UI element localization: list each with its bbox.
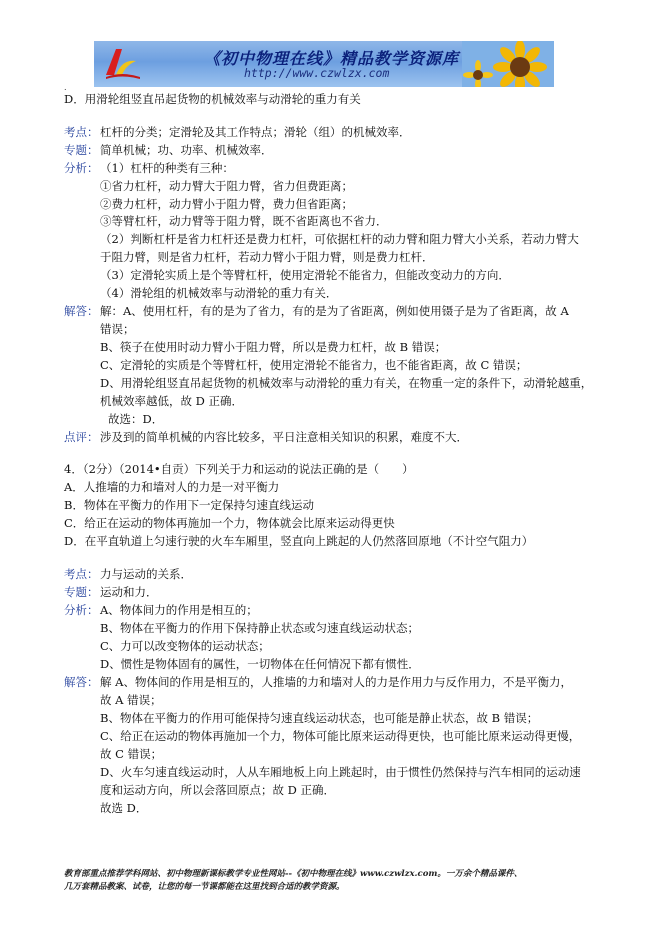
- sunflower-image: [462, 41, 554, 87]
- q4-stem: 4．（2分）（2014•自贡）下列关于力和运动的说法正确的是（ ）: [64, 462, 414, 476]
- prev-jieda-line: 解：A、使用杠杆，有的是为了省力，有的是为了省距离，例如使用镊子是为了省距离，故 A: [100, 304, 569, 318]
- q4-option: B．物体在平衡力的作用下一定保持匀速直线运动: [64, 498, 314, 512]
- q4-zhuanti: 运动和力．: [100, 585, 158, 599]
- prev-option-d: D．用滑轮组竖直吊起货物的机械效率与动滑轮的重力有关: [64, 92, 361, 106]
- prev-fenxi-line: 于阻力臂，则是省力杠杆，若动力臂小于阻力臂，则是费力杠杆．: [100, 250, 434, 264]
- q4-fenxi-line: D、惯性是物体固有的属性，一切物体在任何情况下都有惯性．: [100, 657, 420, 671]
- prev-zhuanti: 简单机械；功、功率、机械效率．: [100, 143, 273, 157]
- q4-jieda-line: D、火车匀速直线运动时，人从车厢地板上向上跳起时，由于惯性仍然保持与汽车相同的运动速: [100, 765, 581, 779]
- q4-option: C．给正在运动的物体再施加一个力，物体就会比原来运动得更快: [64, 516, 395, 530]
- q4-fenxi-line: C、力可以改变物体的运动状态；: [100, 639, 270, 653]
- prev-zhuanti-label: 专题：: [64, 143, 99, 157]
- q4-jieda-line: 故 A 错误；: [100, 693, 162, 707]
- prev-jieda-line: 机械效率越低，故 D 正确．: [100, 394, 244, 408]
- prev-jieda-line: C、定滑轮的实质是个等臂杠杆，使用定滑轮不能省力，也不能省距离，故 C 错误；: [100, 358, 528, 372]
- q4-fenxi-line: A、物体间力的作用是相互的；: [100, 603, 258, 617]
- q4-option: A．人推墙的力和墙对人的力是一对平衡力: [64, 480, 280, 494]
- banner-url: http://www.czwlzx.com: [244, 66, 390, 80]
- prev-fenxi-line: ②费力杠杆，动力臂小于阻力臂，费力但省距离；: [100, 197, 353, 211]
- header-banner: [94, 41, 554, 87]
- header-mark: .: [64, 83, 67, 92]
- q4-jieda-line: 解 A、物体间的作用是相互的，人推墙的力和墙对人的力是作用力与反作用力，不是平衡力，: [100, 675, 572, 689]
- q4-fenxi-label: 分析：: [64, 603, 99, 617]
- q4-kaodian-label: 考点：: [64, 567, 99, 581]
- banner-title: 《初中物理在线》精品教学资源库: [204, 49, 460, 68]
- q4-zhuanti-label: 专题：: [64, 585, 99, 599]
- prev-jieda-label: 解答：: [64, 304, 99, 318]
- prev-fenxi-line: ③等臂杠杆，动力臂等于阻力臂，既不省距离也不省力．: [100, 214, 388, 228]
- q4-jieda-line: 度和运动方向，所以会落回原点；故 D 正确．: [100, 783, 336, 797]
- footer-line: 几万套精品教案、试卷，让您的每一节课都能在这里找到合适的教学资源。: [64, 882, 345, 892]
- q4-jieda-label: 解答：: [64, 675, 99, 689]
- prev-dianping: 涉及到的简单机械的内容比较多，平日注意相关知识的积累，难度不大．: [100, 430, 468, 444]
- footer-line: 教育部重点推荐学科网站、初中物理新课标教学专业性网站--《初中物理在线》www.czwlzx.com。一万余个精品课件、: [64, 869, 523, 879]
- prev-fenxi-line: （2）判断杠杆是省力杠杆还是费力杠杆，可依据杠杆的动力臂和阻力臂大小关系，若动力臂大: [100, 232, 579, 246]
- prev-jieda-line: B、筷子在使用时动力臂小于阻力臂，所以是费力杠杆，故 B 错误；: [100, 340, 447, 354]
- q4-fenxi-line: B、物体在平衡力的作用下保持静止状态或匀速直线运动状态；: [100, 621, 419, 635]
- prev-fenxi-line: ①省力杠杆，动力臂大于阻力臂，省力但费距离；: [100, 179, 353, 193]
- prev-jieda-line: D、用滑轮组竖直吊起货物的机械效率与动滑轮的重力有关，在物重一定的条件下，动滑轮越重，: [100, 376, 593, 390]
- prev-kaodian-label: 考点：: [64, 125, 99, 139]
- q4-jieda-line: B、物体在平衡力的作用可能保持匀速直线运动状态，也可能是静止状态，故 B 错误；: [100, 711, 539, 725]
- q4-jieda-line: 故选 D．: [100, 801, 148, 815]
- prev-jieda-line: 故选：D．: [108, 412, 164, 426]
- prev-dianping-label: 点评：: [64, 430, 99, 444]
- prev-fenxi-line: （1）杠杆的种类有三种：: [100, 161, 234, 175]
- q4-kaodian: 力与运动的关系．: [100, 567, 192, 581]
- site-logo-icon: [102, 45, 142, 83]
- q4-option: D．在平直轨道上匀速行驶的火车车厢里，竖直向上跳起的人仍然落回原地（不计空气阻力）: [64, 534, 534, 548]
- prev-fenxi-label: 分析：: [64, 161, 99, 175]
- q4-jieda-line: C、给正在运动的物体再施加一个力，物体可能比原来运动得更快，也可能比原来运动得更慢，: [100, 729, 581, 743]
- q4-jieda-line: 故 C 错误；: [100, 747, 163, 761]
- prev-kaodian: 杠杆的分类；定滑轮及其工作特点；滑轮（组）的机械效率．: [100, 125, 411, 139]
- prev-fenxi-line: （3）定滑轮实质上是个等臂杠杆，使用定滑轮不能省力，但能改变动力的方向．: [100, 268, 510, 282]
- prev-fenxi-line: （4）滑轮组的机械效率与动滑轮的重力有关．: [100, 286, 338, 300]
- prev-jieda-line: 错误；: [100, 322, 135, 336]
